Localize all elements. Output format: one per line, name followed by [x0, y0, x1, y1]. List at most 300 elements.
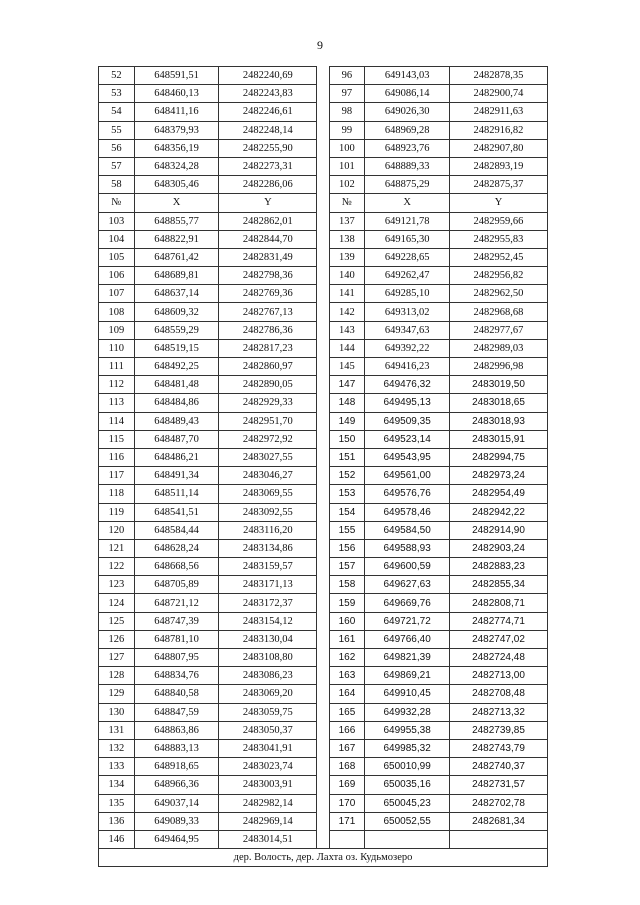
- table-row: [99, 394, 548, 412]
- point-number-cell: 108: [99, 303, 135, 321]
- x-coordinate-cell: 648889,33: [365, 157, 450, 175]
- point-number-cell: 134: [99, 776, 135, 794]
- table-row: [99, 830, 548, 848]
- y-coordinate-cell: 2482911,63: [449, 103, 547, 121]
- x-coordinate-cell: 648875,29: [365, 176, 450, 194]
- x-coordinate-cell: 649600,59: [365, 558, 450, 576]
- column-gap: [317, 594, 329, 612]
- column-gap: [317, 576, 329, 594]
- column-gap: [317, 194, 329, 212]
- y-coordinate-cell: 2483134,86: [219, 539, 317, 557]
- x-coordinate-cell: 648883,13: [134, 739, 219, 757]
- column-gap: [317, 685, 329, 703]
- point-number-cell: 150: [329, 430, 365, 448]
- y-coordinate-cell: 2482929,33: [219, 394, 317, 412]
- x-coordinate-cell: 648379,93: [134, 121, 219, 139]
- table-row: [99, 485, 548, 503]
- point-number-cell: 100: [329, 139, 365, 157]
- y-coordinate-cell: 2482951,70: [219, 412, 317, 430]
- x-coordinate-cell: 648840,58: [134, 685, 219, 703]
- y-coordinate-cell: 2483015,91: [449, 430, 547, 448]
- y-coordinate-cell: 2483171,13: [219, 576, 317, 594]
- y-coordinate-cell: 2483041,91: [219, 739, 317, 757]
- point-number-cell: 57: [99, 157, 135, 175]
- header-num-cell: №: [99, 194, 135, 212]
- x-coordinate-cell: 649523,14: [365, 430, 450, 448]
- table-row: [99, 212, 548, 230]
- x-coordinate-cell: 648761,42: [134, 248, 219, 266]
- x-coordinate-cell: 648863,86: [134, 721, 219, 739]
- y-coordinate-cell: 2482774,71: [449, 612, 547, 630]
- point-number-cell: 155: [329, 521, 365, 539]
- y-coordinate-cell: 2482808,71: [449, 594, 547, 612]
- point-number-cell: 160: [329, 612, 365, 630]
- header-y-cell: Y: [449, 194, 547, 212]
- settlement-caption: дер. Волость, дер. Лахта оз. Кудьмозеро: [99, 849, 548, 867]
- point-number-cell: 136: [99, 812, 135, 830]
- y-coordinate-cell: 2482968,68: [449, 303, 547, 321]
- point-number-cell: 113: [99, 394, 135, 412]
- y-coordinate-cell: 2482702,78: [449, 794, 547, 812]
- point-number-cell: 146: [99, 830, 135, 848]
- x-coordinate-cell: [365, 830, 450, 848]
- column-gap: [317, 139, 329, 157]
- table-row: [99, 612, 548, 630]
- point-number-cell: 104: [99, 230, 135, 248]
- column-gap: [317, 157, 329, 175]
- point-number-cell: 151: [329, 448, 365, 466]
- y-coordinate-cell: 2483050,37: [219, 721, 317, 739]
- table-row: [99, 776, 548, 794]
- table-row: [99, 176, 548, 194]
- x-coordinate-cell: 648484,86: [134, 394, 219, 412]
- column-gap: [317, 121, 329, 139]
- table-row: [99, 667, 548, 685]
- y-coordinate-cell: 2483014,51: [219, 830, 317, 848]
- table-row: [99, 739, 548, 757]
- point-number-cell: 53: [99, 85, 135, 103]
- column-gap: [317, 430, 329, 448]
- y-coordinate-cell: 2483019,50: [449, 376, 547, 394]
- point-number-cell: 105: [99, 248, 135, 266]
- y-coordinate-cell: 2483046,27: [219, 467, 317, 485]
- point-number-cell: 137: [329, 212, 365, 230]
- y-coordinate-cell: 2482739,85: [449, 721, 547, 739]
- point-number-cell: 125: [99, 612, 135, 630]
- x-coordinate-cell: 648807,95: [134, 649, 219, 667]
- table-row: [99, 794, 548, 812]
- y-coordinate-cell: 2482955,83: [449, 230, 547, 248]
- y-coordinate-cell: 2482681,34: [449, 812, 547, 830]
- x-coordinate-cell: 648747,39: [134, 612, 219, 630]
- table-row: [99, 467, 548, 485]
- point-number-cell: 120: [99, 521, 135, 539]
- y-coordinate-cell: 2482243,83: [219, 85, 317, 103]
- y-coordinate-cell: 2482817,23: [219, 339, 317, 357]
- y-coordinate-cell: 2482952,45: [449, 248, 547, 266]
- column-gap: [317, 812, 329, 830]
- y-coordinate-cell: 2482786,36: [219, 321, 317, 339]
- point-number-cell: 138: [329, 230, 365, 248]
- column-gap: [317, 412, 329, 430]
- point-number-cell: 149: [329, 412, 365, 430]
- x-coordinate-cell: 648637,14: [134, 285, 219, 303]
- y-coordinate-cell: 2482743,79: [449, 739, 547, 757]
- point-number-cell: 158: [329, 576, 365, 594]
- column-gap: [317, 285, 329, 303]
- point-number-cell: 56: [99, 139, 135, 157]
- x-coordinate-cell: 648923,76: [365, 139, 450, 157]
- column-gap: [317, 339, 329, 357]
- x-coordinate-cell: 648541,51: [134, 503, 219, 521]
- x-coordinate-cell: 649313,02: [365, 303, 450, 321]
- y-coordinate-cell: 2482914,90: [449, 521, 547, 539]
- y-coordinate-cell: 2483086,23: [219, 667, 317, 685]
- y-coordinate-cell: 2482890,05: [219, 376, 317, 394]
- x-coordinate-cell: 649476,32: [365, 376, 450, 394]
- x-coordinate-cell: 649121,78: [365, 212, 450, 230]
- table-row: [99, 121, 548, 139]
- table-row: [99, 85, 548, 103]
- table-row: [99, 157, 548, 175]
- point-number-cell: 130: [99, 703, 135, 721]
- x-coordinate-cell: 649262,47: [365, 267, 450, 285]
- y-coordinate-cell: 2482962,50: [449, 285, 547, 303]
- column-gap: [317, 358, 329, 376]
- table-row: [99, 721, 548, 739]
- point-number-cell: 110: [99, 339, 135, 357]
- x-coordinate-cell: 648591,51: [134, 67, 219, 85]
- x-coordinate-cell: 648628,24: [134, 539, 219, 557]
- y-coordinate-cell: 2483116,20: [219, 521, 317, 539]
- point-number-cell: 139: [329, 248, 365, 266]
- column-gap: [317, 703, 329, 721]
- column-gap: [317, 612, 329, 630]
- x-coordinate-cell: 649509,35: [365, 412, 450, 430]
- point-number-cell: 164: [329, 685, 365, 703]
- point-number-cell: 124: [99, 594, 135, 612]
- x-coordinate-cell: 648559,29: [134, 321, 219, 339]
- x-coordinate-cell: 649821,39: [365, 649, 450, 667]
- y-coordinate-cell: 2482708,48: [449, 685, 547, 703]
- table-row: [99, 649, 548, 667]
- point-number-cell: 111: [99, 358, 135, 376]
- point-number-cell: 96: [329, 67, 365, 85]
- x-coordinate-cell: 648511,14: [134, 485, 219, 503]
- y-coordinate-cell: 2482767,13: [219, 303, 317, 321]
- x-coordinate-cell: 649561,00: [365, 467, 450, 485]
- x-coordinate-cell: 648491,34: [134, 467, 219, 485]
- x-coordinate-cell: 649627,63: [365, 576, 450, 594]
- y-coordinate-cell: 2482246,61: [219, 103, 317, 121]
- column-gap: [317, 394, 329, 412]
- x-coordinate-cell: 648689,81: [134, 267, 219, 285]
- point-number-cell: 109: [99, 321, 135, 339]
- point-number-cell: 127: [99, 649, 135, 667]
- y-coordinate-cell: 2482942,22: [449, 503, 547, 521]
- x-coordinate-cell: 648411,16: [134, 103, 219, 121]
- table-row: [99, 412, 548, 430]
- x-coordinate-cell: 649495,13: [365, 394, 450, 412]
- point-number-cell: 141: [329, 285, 365, 303]
- y-coordinate-cell: 2483027,55: [219, 448, 317, 466]
- x-coordinate-cell: 649037,14: [134, 794, 219, 812]
- point-number-cell: 162: [329, 649, 365, 667]
- coordinates-table: [98, 66, 548, 867]
- column-gap: [317, 212, 329, 230]
- y-coordinate-cell: 2482989,03: [449, 339, 547, 357]
- point-number-cell: 101: [329, 157, 365, 175]
- y-coordinate-cell: 2482959,66: [449, 212, 547, 230]
- point-number-cell: 171: [329, 812, 365, 830]
- column-gap: [317, 485, 329, 503]
- x-coordinate-cell: 649932,28: [365, 703, 450, 721]
- table-row: [99, 812, 548, 830]
- point-number-cell: 140: [329, 267, 365, 285]
- point-number-cell: 58: [99, 176, 135, 194]
- x-coordinate-cell: 649669,76: [365, 594, 450, 612]
- y-coordinate-cell: 2483059,75: [219, 703, 317, 721]
- table-header-row: [99, 194, 548, 212]
- y-coordinate-cell: 2483108,80: [219, 649, 317, 667]
- x-coordinate-cell: 648519,15: [134, 339, 219, 357]
- column-gap: [317, 303, 329, 321]
- column-gap: [317, 267, 329, 285]
- y-coordinate-cell: 2482956,82: [449, 267, 547, 285]
- point-number-cell: 165: [329, 703, 365, 721]
- point-number-cell: 129: [99, 685, 135, 703]
- point-number-cell: 170: [329, 794, 365, 812]
- x-coordinate-cell: 649165,30: [365, 230, 450, 248]
- x-coordinate-cell: 648834,76: [134, 667, 219, 685]
- y-coordinate-cell: 2482982,14: [219, 794, 317, 812]
- column-gap: [317, 630, 329, 648]
- x-coordinate-cell: 649228,65: [365, 248, 450, 266]
- x-coordinate-cell: 649543,95: [365, 448, 450, 466]
- point-number-cell: 169: [329, 776, 365, 794]
- x-coordinate-cell: 650045,23: [365, 794, 450, 812]
- x-coordinate-cell: 649285,10: [365, 285, 450, 303]
- table-row: [99, 539, 548, 557]
- column-gap: [317, 67, 329, 85]
- y-coordinate-cell: 2482972,92: [219, 430, 317, 448]
- y-coordinate-cell: 2483018,93: [449, 412, 547, 430]
- x-coordinate-cell: 649584,50: [365, 521, 450, 539]
- y-coordinate-cell: 2483159,57: [219, 558, 317, 576]
- column-gap: [317, 176, 329, 194]
- point-number-cell: 119: [99, 503, 135, 521]
- x-coordinate-cell: 649766,40: [365, 630, 450, 648]
- point-number-cell: 156: [329, 539, 365, 557]
- table-row: [99, 285, 548, 303]
- point-number-cell: 54: [99, 103, 135, 121]
- column-gap: [317, 558, 329, 576]
- table-row: [99, 376, 548, 394]
- point-number-cell: 118: [99, 485, 135, 503]
- point-number-cell: 131: [99, 721, 135, 739]
- header-x-cell: X: [365, 194, 450, 212]
- x-coordinate-cell: 649086,14: [365, 85, 450, 103]
- x-coordinate-cell: 649464,95: [134, 830, 219, 848]
- table-row: [99, 267, 548, 285]
- y-coordinate-cell: 2483069,55: [219, 485, 317, 503]
- y-coordinate-cell: 2482996,98: [449, 358, 547, 376]
- x-coordinate-cell: 649576,76: [365, 485, 450, 503]
- x-coordinate-cell: 648847,59: [134, 703, 219, 721]
- column-gap: [317, 649, 329, 667]
- x-coordinate-cell: 648822,91: [134, 230, 219, 248]
- y-coordinate-cell: 2483003,91: [219, 776, 317, 794]
- y-coordinate-cell: 2482713,00: [449, 667, 547, 685]
- x-coordinate-cell: 649985,32: [365, 739, 450, 757]
- y-coordinate-cell: 2482860,97: [219, 358, 317, 376]
- column-gap: [317, 758, 329, 776]
- y-coordinate-cell: 2482731,57: [449, 776, 547, 794]
- table-row: [99, 67, 548, 85]
- x-coordinate-cell: 648918,65: [134, 758, 219, 776]
- y-coordinate-cell: 2482862,01: [219, 212, 317, 230]
- point-number-cell: 107: [99, 285, 135, 303]
- x-coordinate-cell: 648487,70: [134, 430, 219, 448]
- point-number-cell: 157: [329, 558, 365, 576]
- point-number-cell: 112: [99, 376, 135, 394]
- x-coordinate-cell: 649578,46: [365, 503, 450, 521]
- column-gap: [317, 830, 329, 848]
- y-coordinate-cell: 2482903,24: [449, 539, 547, 557]
- x-coordinate-cell: 648721,12: [134, 594, 219, 612]
- point-number-cell: 163: [329, 667, 365, 685]
- y-coordinate-cell: 2482875,37: [449, 176, 547, 194]
- coordinates-table-body: [99, 67, 548, 867]
- column-gap: [317, 776, 329, 794]
- y-coordinate-cell: 2482286,06: [219, 176, 317, 194]
- point-number-cell: 143: [329, 321, 365, 339]
- table-row: [99, 230, 548, 248]
- table-row: [99, 630, 548, 648]
- column-gap: [317, 521, 329, 539]
- x-coordinate-cell: 648966,36: [134, 776, 219, 794]
- column-gap: [317, 739, 329, 757]
- point-number-cell: 166: [329, 721, 365, 739]
- table-footer-row: [99, 849, 548, 867]
- y-coordinate-cell: 2482878,35: [449, 67, 547, 85]
- x-coordinate-cell: 649588,93: [365, 539, 450, 557]
- point-number-cell: 55: [99, 121, 135, 139]
- y-coordinate-cell: 2483069,20: [219, 685, 317, 703]
- x-coordinate-cell: 649416,23: [365, 358, 450, 376]
- y-coordinate-cell: 2483172,37: [219, 594, 317, 612]
- y-coordinate-cell: 2482713,32: [449, 703, 547, 721]
- point-number-cell: 133: [99, 758, 135, 776]
- y-coordinate-cell: 2482916,82: [449, 121, 547, 139]
- point-number-cell: 132: [99, 739, 135, 757]
- y-coordinate-cell: [449, 830, 547, 848]
- point-number-cell: 114: [99, 412, 135, 430]
- table-row: [99, 576, 548, 594]
- point-number-cell: 126: [99, 630, 135, 648]
- y-coordinate-cell: 2482769,36: [219, 285, 317, 303]
- x-coordinate-cell: 648705,89: [134, 576, 219, 594]
- x-coordinate-cell: 649910,45: [365, 685, 450, 703]
- y-coordinate-cell: 2482907,80: [449, 139, 547, 157]
- x-coordinate-cell: 648492,25: [134, 358, 219, 376]
- y-coordinate-cell: 2482248,14: [219, 121, 317, 139]
- table-row: [99, 358, 548, 376]
- point-number-cell: 52: [99, 67, 135, 85]
- table-row: [99, 430, 548, 448]
- y-coordinate-cell: 2482893,19: [449, 157, 547, 175]
- x-coordinate-cell: 648489,43: [134, 412, 219, 430]
- point-number-cell: 121: [99, 539, 135, 557]
- column-gap: [317, 503, 329, 521]
- point-number-cell: 144: [329, 339, 365, 357]
- column-gap: [317, 230, 329, 248]
- x-coordinate-cell: 648855,77: [134, 212, 219, 230]
- page-number: 9: [317, 38, 323, 52]
- x-coordinate-cell: 648481,48: [134, 376, 219, 394]
- point-number-cell: [329, 830, 365, 848]
- column-gap: [317, 667, 329, 685]
- y-coordinate-cell: 2482855,34: [449, 576, 547, 594]
- table-row: [99, 703, 548, 721]
- header-y-cell: Y: [219, 194, 317, 212]
- header-num-cell: №: [329, 194, 365, 212]
- y-coordinate-cell: 2483130,04: [219, 630, 317, 648]
- x-coordinate-cell: 649347,63: [365, 321, 450, 339]
- column-gap: [317, 539, 329, 557]
- y-coordinate-cell: 2482900,74: [449, 85, 547, 103]
- x-coordinate-cell: 649721,72: [365, 612, 450, 630]
- x-coordinate-cell: 648324,28: [134, 157, 219, 175]
- y-coordinate-cell: 2482798,36: [219, 267, 317, 285]
- point-number-cell: 167: [329, 739, 365, 757]
- table-row: [99, 521, 548, 539]
- table-row: [99, 339, 548, 357]
- point-number-cell: 153: [329, 485, 365, 503]
- column-gap: [317, 248, 329, 266]
- table-row: [99, 594, 548, 612]
- table-row: [99, 303, 548, 321]
- y-coordinate-cell: 2483023,74: [219, 758, 317, 776]
- column-gap: [317, 85, 329, 103]
- y-coordinate-cell: 2482973,24: [449, 467, 547, 485]
- y-coordinate-cell: 2482954,49: [449, 485, 547, 503]
- x-coordinate-cell: 648969,28: [365, 121, 450, 139]
- point-number-cell: 97: [329, 85, 365, 103]
- column-gap: [317, 376, 329, 394]
- table-row: [99, 758, 548, 776]
- table-row: [99, 321, 548, 339]
- column-gap: [317, 794, 329, 812]
- point-number-cell: 103: [99, 212, 135, 230]
- x-coordinate-cell: 649869,21: [365, 667, 450, 685]
- y-coordinate-cell: 2483092,55: [219, 503, 317, 521]
- point-number-cell: 148: [329, 394, 365, 412]
- x-coordinate-cell: 648781,10: [134, 630, 219, 648]
- x-coordinate-cell: 648460,13: [134, 85, 219, 103]
- point-number-cell: 161: [329, 630, 365, 648]
- x-coordinate-cell: 648305,46: [134, 176, 219, 194]
- point-number-cell: 154: [329, 503, 365, 521]
- y-coordinate-cell: 2482969,14: [219, 812, 317, 830]
- point-number-cell: 123: [99, 576, 135, 594]
- point-number-cell: 147: [329, 376, 365, 394]
- x-coordinate-cell: 650035,16: [365, 776, 450, 794]
- column-gap: [317, 103, 329, 121]
- header-x-cell: X: [134, 194, 219, 212]
- y-coordinate-cell: 2482747,02: [449, 630, 547, 648]
- y-coordinate-cell: 2482255,90: [219, 139, 317, 157]
